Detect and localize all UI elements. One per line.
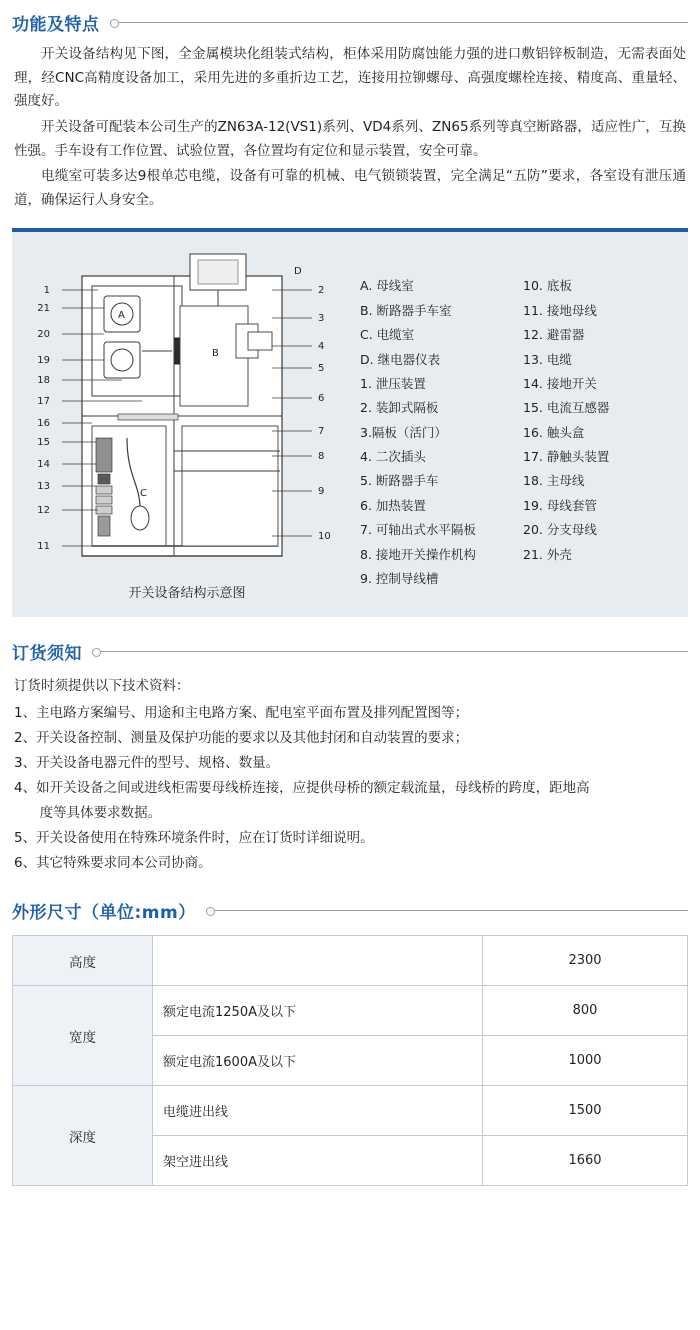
list-item: 6、其它特殊要求同本公司协商。	[14, 855, 212, 872]
callout-number: 15	[37, 437, 50, 449]
section-title: 外形尺寸（单位:mm）	[12, 903, 196, 924]
row-condition: 电缆进出线	[153, 1086, 483, 1136]
dimensions-table	[12, 935, 688, 1186]
callout-number: 14	[37, 459, 50, 471]
callout-number: 16	[37, 418, 50, 430]
section-header-dimensions	[0, 898, 700, 923]
legend-item: 5. 断路器手车	[360, 473, 439, 489]
callout-number: 8	[318, 451, 325, 463]
legend-item: 16. 触头盒	[523, 424, 585, 440]
callout-number: 11	[37, 541, 50, 553]
callout-number: 10	[318, 531, 331, 543]
callout-number: 2	[318, 285, 325, 297]
callout-number: 19	[37, 355, 50, 367]
legend-item: 7. 可轴出式水平隔板	[360, 522, 476, 538]
legend-item: 14. 接地开关	[523, 375, 597, 391]
switchgear-structure-diagram	[22, 246, 352, 576]
row-value: 1000	[483, 1036, 688, 1086]
section-title: 功能及特点	[12, 15, 100, 35]
section-rule	[110, 22, 689, 23]
legend-item: 18. 主母线	[523, 473, 585, 489]
row-label: 高度	[13, 936, 153, 986]
compartment-label: C	[140, 488, 147, 500]
row-label: 宽度	[13, 986, 153, 1086]
table-row	[13, 1086, 688, 1136]
list-item-continuation: 度等具体要求数据。	[39, 805, 162, 822]
row-value: 800	[483, 986, 688, 1036]
row-condition	[153, 936, 483, 986]
callout-number: 17	[37, 396, 50, 408]
paragraph: 开关设备结构见下图，全金属模块化组装式结构，柜体采用防腐蚀能力强的进口敷铝锌板制造，无需表面处理，经CNC高精度设备加工，采用先进的多重折边工艺，连接用拉铆螺母、高强度螺栓连接、精度高、重量轻、强度好。	[14, 46, 686, 110]
diagram-caption: 开关设备结构示意图	[128, 586, 246, 602]
row-value: 1500	[483, 1086, 688, 1136]
list-item: 5、开关设备使用在特殊环境条件时，应在订货时详细说明。	[14, 830, 374, 847]
paragraph: 开关设备可配装本公司生产的ZN63A-12(VS1)系列、VD4系列、ZN65系列等真空断路器，适应性广，互换性强。手车设有工作位置、试验位置，各位置均有定位和显示装置，安全可靠。	[14, 118, 686, 159]
legend-item: 11. 接地母线	[523, 302, 597, 318]
callout-number: 5	[318, 363, 325, 375]
legend-item: 20. 分支母线	[523, 522, 597, 538]
legend-item: 6. 加热装置	[360, 497, 426, 513]
section-rule	[92, 651, 688, 652]
legend-item: 3.隔板（活门）	[360, 424, 447, 440]
diagram-legend	[352, 246, 678, 601]
list-item: 2、开关设备控制、测量及保护功能的要求以及其他封闭和自动装置的要求；	[14, 730, 469, 747]
paragraph: 电缆室可装多达9根单芯电缆，设备有可靠的机械、电气锁锁装置，完全满足“五防”要求，各室设有泄压通道，确保运行人身安全。	[14, 168, 686, 208]
legend-item: 9. 控制导线槽	[360, 570, 439, 586]
list-item: 4、如开关设备之间或进线柜需要母线桥连接，应提供母桥的额定载流量，母线桥的跨度，距地高	[14, 780, 590, 797]
row-condition: 额定电流1600A及以下	[153, 1036, 483, 1086]
row-label: 深度	[13, 1086, 153, 1186]
legend-item: 10. 底板	[523, 278, 572, 294]
compartment-label: B	[212, 348, 219, 360]
table-row	[13, 986, 688, 1036]
callout-number: 3	[318, 313, 325, 325]
diagram-panel	[12, 228, 688, 617]
callout-number: 20	[37, 329, 50, 341]
diagram-figure	[22, 246, 352, 601]
legend-item: B. 断路器手车室	[360, 302, 452, 318]
callout-number: 12	[37, 505, 50, 517]
features-body	[0, 35, 700, 212]
legend-item: 21. 外壳	[523, 546, 572, 562]
compartment-label: A	[118, 310, 125, 322]
callout-number: 7	[318, 426, 325, 438]
row-condition: 额定电流1250A及以下	[153, 986, 483, 1036]
callout-number: 21	[37, 303, 50, 315]
callout-number: 18	[37, 375, 50, 387]
ordering-lead: 订货时须提供以下技术资料：	[14, 678, 190, 695]
list-item: 1、主电路方案编号、用途和主电路方案、配电室平面布置及排列配置图等；	[14, 705, 469, 722]
callout-number: 13	[37, 481, 50, 493]
row-value: 2300	[483, 936, 688, 986]
callout-number: 1	[43, 285, 50, 297]
section-header-ordering	[0, 639, 700, 664]
legend-column-right	[515, 274, 678, 601]
section-title: 订货须知	[12, 644, 82, 665]
row-value: 1660	[483, 1136, 688, 1186]
callout-number: 6	[318, 393, 325, 405]
row-condition: 架空进出线	[153, 1136, 483, 1186]
section-rule	[206, 910, 688, 911]
document-page	[0, 10, 700, 1196]
callout-number: 9	[318, 486, 325, 498]
legend-item: 12. 避雷器	[523, 327, 585, 343]
table-row	[13, 936, 688, 986]
callout-number: 4	[318, 341, 325, 353]
ordering-list	[0, 664, 700, 876]
legend-item: 8. 接地开关操作机构	[360, 546, 476, 562]
legend-item: D. 继电器仪表	[360, 351, 441, 367]
legend-item: 17. 静触头装置	[523, 449, 610, 464]
section-header-features	[0, 10, 700, 35]
legend-column-left	[352, 274, 515, 601]
compartment-label: D	[294, 266, 302, 278]
legend-item: 13. 电缆	[523, 351, 572, 367]
legend-item: A. 母线室	[360, 278, 414, 294]
legend-item: 4. 二次插头	[360, 449, 426, 464]
list-item: 3、开关设备电器元件的型号、规格、数量。	[14, 755, 280, 772]
legend-item: C. 电缆室	[360, 327, 415, 343]
legend-item: 19. 母线套管	[523, 497, 597, 513]
legend-item: 2. 装卸式隔板	[360, 400, 439, 416]
legend-item: 15. 电流互感器	[523, 400, 610, 416]
legend-item: 1. 泄压装置	[360, 375, 426, 391]
